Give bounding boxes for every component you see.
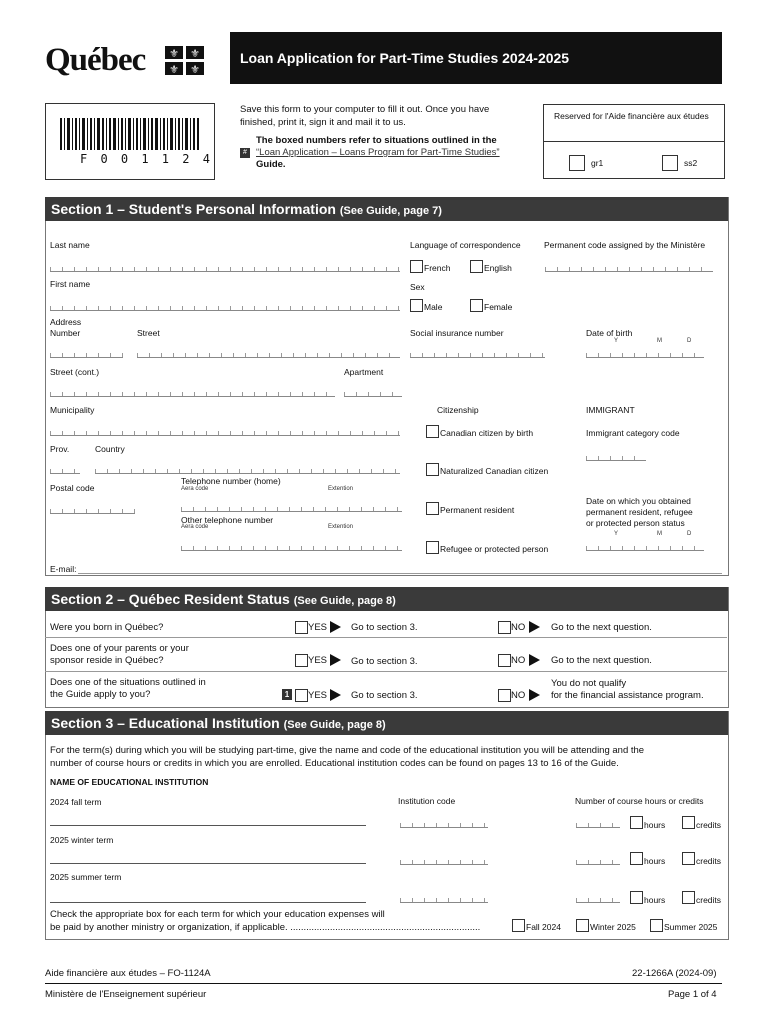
french-label: French [424,263,451,273]
q2-yes-label: YES [308,655,328,666]
form-title-bar [230,32,722,84]
dob-m: M [657,338,662,344]
english-label: English [484,263,512,273]
svg-text:⚜: ⚜ [190,64,200,76]
boxed-line-3: Guide. [256,159,286,170]
barcode-box [45,103,215,180]
q3-no-checkbox[interactable] [498,689,511,702]
dob-y: Y [614,338,619,344]
form-title: Loan Application for Part-Time Studies 2024-2025 [240,50,570,66]
naturalized-label: Naturalized Canadian citizen [440,466,549,476]
municipality-label: Municipality [50,405,95,415]
fall-hours-label: hours [644,820,666,830]
winter-hours-label: hours [644,856,666,866]
footer-right-1: 22-1266A (2024-09) [632,968,717,979]
reserved-divider [544,141,724,142]
date-obtained-field[interactable] [586,538,704,551]
dob-field[interactable] [586,345,704,358]
gr1-checkbox[interactable] [569,155,585,171]
q3-yes-label: YES [308,690,328,701]
winter-hours-checkbox[interactable] [630,852,643,865]
guide-link[interactable]: “Loan Application – Loans Program for Part-Time Studies” [256,147,500,158]
check-line-2: be paid by another ministry or organization, if applicable. ........................................................................ [50,922,481,933]
boxed-number-icon: # [240,148,250,158]
date-obtained-m: M [657,531,662,537]
q1-yes-goto: Go to section 3. [351,622,418,633]
q3-yes-goto: Go to section 3. [351,690,418,701]
barcode-number: F 0 0 1 1 2 4 [80,152,213,166]
first-name-label: First name [50,279,91,289]
q3-line-1: Does one of the situations outlined in [50,677,206,688]
section3-title: Section 3 – Educational Institution [51,715,280,731]
q1-yes-checkbox[interactable] [295,621,308,634]
last-name-label: Last name [50,240,90,250]
female-checkbox[interactable] [470,299,483,312]
winter-term-label: 2025 winter term [50,835,114,845]
last-name-field[interactable] [50,259,400,272]
sex-label: Sex [410,282,425,292]
language-label: Language of correspondence [410,240,521,250]
immigrant-category-field[interactable] [586,448,646,461]
gr1-label: gr1 [591,158,604,168]
q1-no-goto: Go to the next question. [551,622,652,633]
fall-hours-field[interactable] [576,815,620,828]
section1-guide: (See Guide, page 7) [339,205,442,217]
q1-yes-label: YES [308,622,328,633]
ss2-checkbox[interactable] [662,155,678,171]
date-obtained-1: Date on which you obtained [586,496,691,506]
french-checkbox[interactable] [410,260,423,273]
winter-2025-label: Winter 2025 [590,922,636,932]
country-label: Country [95,444,125,454]
q2-line-2: sponsor reside in Québec? [50,655,164,666]
summer-credits-checkbox[interactable] [682,891,695,904]
sin-field[interactable] [410,345,545,358]
footer-right-2: Page 1 of 4 [668,989,717,1000]
dob-label: Date of birth [586,328,633,338]
summer-hours-checkbox[interactable] [630,891,643,904]
naturalized-checkbox[interactable] [426,463,439,476]
winter-credits-checkbox[interactable] [682,852,695,865]
date-obtained-y: Y [614,531,619,537]
q3-line-2: the Guide apply to you? [50,689,151,700]
section1-title: Section 1 – Student's Personal Information [51,201,336,217]
other-telephone-label: Other telephone number [181,515,274,525]
permanent-resident-checkbox[interactable] [426,502,439,515]
section2-title: Section 2 – Québec Resident Status [51,591,290,607]
postal-code-field[interactable] [50,501,135,514]
extention-label-2: Extention [328,524,354,530]
q3-yes-arrow-icon [330,689,341,701]
other-telephone-field[interactable] [181,538,402,551]
q2-divider [45,671,727,672]
section3-guide: (See Guide, page 8) [283,719,386,731]
immigrant-category-label: Immigrant category code [586,428,680,438]
number-field[interactable] [50,345,123,358]
street-label: Street [137,328,160,338]
canadian-birth-checkbox[interactable] [426,425,439,438]
street-cont-label: Street (cont.) [50,367,100,377]
logo-text: Québec [45,42,146,78]
reserved-label: Reserved for l'Aide financière aux études [554,111,709,121]
number-label: Number [50,328,81,338]
summer-hours-label: hours [644,895,666,905]
q2-no-arrow-icon [529,654,540,666]
female-label: Female [484,302,513,312]
fall-credits-label: credits [696,820,722,830]
permanent-code-field[interactable] [545,259,713,272]
sin-label: Social insurance number [410,328,504,338]
country-field[interactable] [95,461,400,474]
extention-label: Extention [328,486,354,492]
intro-line-1: Save this form to your computer to fill it out. Once you have [240,104,490,115]
q2-no-checkbox[interactable] [498,654,511,667]
summer-hours-field[interactable] [576,890,620,903]
section3-intro-1: For the term(s) during which you will be studying part-time, give the name and code of the educational institution you will be attending and the [50,745,645,756]
apartment-field[interactable] [344,384,402,397]
q2-yes-arrow-icon [330,654,341,666]
q1-yes-arrow-icon [330,621,341,633]
male-checkbox[interactable] [410,299,423,312]
boxed-line-1: The boxed numbers refer to situations outlined in the [256,135,497,146]
section2-guide: (See Guide, page 8) [293,595,396,607]
winter-institution-field[interactable] [50,863,366,864]
q1-label: Were you born in Québec? [50,622,164,633]
address-label: Address [50,317,82,327]
prov-field[interactable] [50,461,80,474]
institution-name-heading: NAME OF EDUCATIONAL INSTITUTION [50,777,209,787]
reserved-box [543,104,725,179]
quebec-logo [45,42,200,79]
summer-institution-field[interactable] [50,902,366,903]
date-obtained-d: D [687,531,692,537]
street-cont-field[interactable] [50,384,335,397]
summer-2025-label: Summer 2025 [664,922,718,932]
summer-credits-label: credits [696,895,722,905]
email-label: E-mail: [50,564,77,574]
fall-institution-field[interactable] [50,825,366,826]
footer-left-2: Ministère de l'Enseignement supérieur [45,989,207,1000]
area-code-label: Aera code [181,486,209,492]
prov-label: Prov. [50,444,70,454]
immigrant-label: IMMIGRANT [586,405,635,415]
q3-badge-icon: 1 [282,689,292,700]
summer-code-field[interactable] [400,890,488,903]
q3-yes-checkbox[interactable] [295,689,308,702]
refugee-checkbox[interactable] [426,541,439,554]
intro-line-2: finished, print it, sign it and mail it to us. [240,117,406,128]
email-field[interactable] [78,573,722,574]
refugee-label: Refugee or protected person [440,544,549,554]
male-label: Male [424,302,443,312]
winter-hours-field[interactable] [576,852,620,865]
q2-no-goto: Go to the next question. [551,655,652,666]
winter-code-field[interactable] [400,852,488,865]
q3-no-label: NO [511,690,526,701]
svg-text:⚜: ⚜ [169,64,179,76]
not-qualify-2: for the financial assistance program. [551,690,704,701]
dob-d: D [687,338,692,344]
fall-2024-checkbox[interactable] [512,919,525,932]
telephone-home-field[interactable] [181,499,402,512]
permanent-code-label: Permanent code assigned by the Ministère [544,240,706,250]
q2-no-label: NO [511,655,526,666]
citizenship-label: Citizenship [437,405,479,415]
postal-code-label: Postal code [50,483,95,493]
street-field[interactable] [137,345,400,358]
winter-credits-label: credits [696,856,722,866]
q3-no-arrow-icon [529,689,540,701]
summer-term-label: 2025 summer term [50,872,122,882]
english-checkbox[interactable] [470,260,483,273]
q1-no-arrow-icon [529,621,540,633]
ss2-label: ss2 [684,158,698,168]
apartment-label: Apartment [344,367,384,377]
svg-text:⚜: ⚜ [169,48,179,60]
area-code-label-2: Aera code [181,524,209,530]
q2-yes-checkbox[interactable] [295,654,308,667]
not-qualify-1: You do not qualify [551,678,627,689]
section3-header [45,711,728,735]
q1-divider [45,637,727,638]
q1-no-checkbox[interactable] [498,621,511,634]
fall-code-field[interactable] [400,815,488,828]
section1-header [45,197,728,221]
fall-term-label: 2024 fall term [50,797,102,807]
fall-hours-checkbox[interactable] [630,816,643,829]
section2-header [45,587,728,611]
canadian-birth-label: Canadian citizen by birth [440,428,534,438]
winter-2025-checkbox[interactable] [576,919,589,932]
barcode-icon [60,118,200,150]
date-obtained-2: permanent resident, refugee [586,507,693,517]
svg-text:⚜: ⚜ [190,48,200,60]
fleur-de-lis-flag-icon [165,46,205,76]
course-hours-label: Number of course hours or credits [575,796,704,806]
fall-credits-checkbox[interactable] [682,816,695,829]
footer-left-1: Aide financière aux études – FO-1124A [45,968,211,979]
telephone-home-label: Telephone number (home) [181,476,281,486]
municipality-field[interactable] [50,423,400,436]
footer-divider [45,983,722,984]
q2-line-1: Does one of your parents or your [50,643,189,654]
check-line-1: Check the appropriate box for each term for which your education expenses will [50,909,385,920]
fall-2024-label: Fall 2024 [526,922,561,932]
permanent-resident-label: Permanent resident [440,505,515,515]
date-obtained-3: or protected person status [586,518,685,528]
section3-intro-2: number of course hours or credits in which you are enrolled. Educational institution codes can be found on pages 13 to 16 of the Guide. [50,758,619,769]
first-name-field[interactable] [50,298,400,311]
q1-no-label: NO [511,622,526,633]
q2-yes-goto: Go to section 3. [351,656,418,667]
institution-code-label: Institution code [398,796,456,806]
summer-2025-checkbox[interactable] [650,919,663,932]
